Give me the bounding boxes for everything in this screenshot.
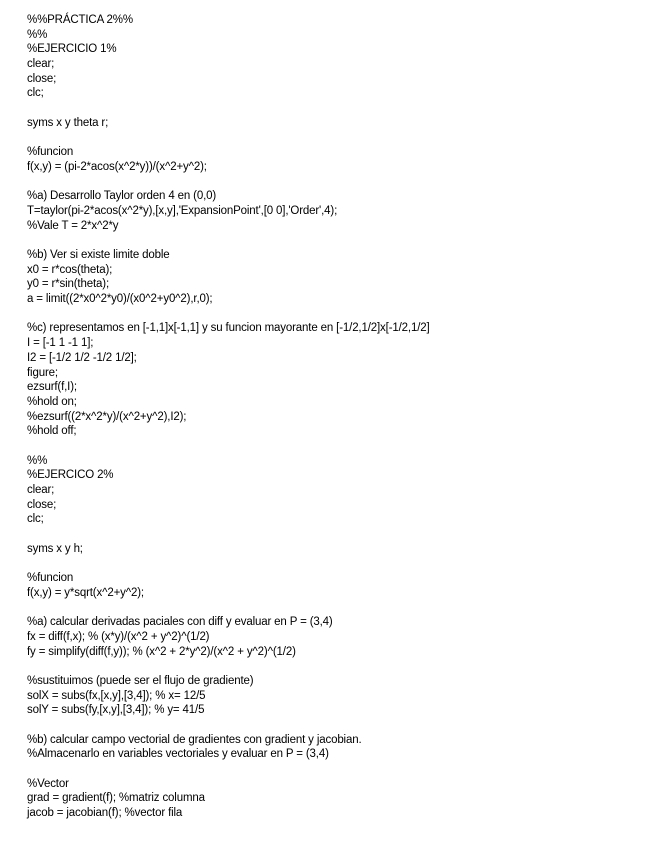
code-line: %hold off; (27, 425, 77, 438)
code-line: jacob = jacobian(f); %vector fila (27, 807, 183, 820)
code-line: close; (27, 72, 57, 85)
code-line: T=taylor(pi-2*acos(x^2*y),[x,y],'ExpansionPoint',[0 0],'Order',4); (27, 204, 338, 217)
code-line: %a) calcular derivadas paciales con diff y evaluar en P = (3,4) (27, 616, 333, 629)
blank-line (27, 233, 647, 248)
code-line: %ezsurf((2*x^2*y)/(x^2+y^2),I2); (27, 410, 187, 423)
code-line: %% (27, 28, 48, 41)
code-line: f(x,y) = y*sqrt(x^2+y^2); (27, 586, 144, 599)
code-line: %funcion (27, 146, 74, 159)
code-line: %hold on; (27, 395, 77, 408)
code-line: grad = gradient(f); %matriz columna (27, 792, 205, 805)
code-line: %%PRÁCTICA 2%% (27, 14, 133, 26)
code-line: %EJERCICIO 1% (27, 43, 117, 56)
code-line: %% (27, 454, 48, 467)
blank-line (27, 439, 647, 454)
code-line: clc; (27, 87, 44, 100)
blank-line (27, 527, 647, 542)
code-line: I = [-1 1 -1 1]; (27, 337, 94, 350)
code-line: y0 = r*sin(theta); (27, 278, 109, 291)
code-line: f(x,y) = (pi-2*acos(x^2*y))/(x^2+y^2); (27, 160, 207, 173)
blank-line (27, 101, 647, 116)
code-line: %sustituimos (puede ser el flujo de gradiente) (27, 674, 254, 687)
code-line: %Almacenarlo en variables vectoriales y evaluar en P = (3,4) (27, 748, 329, 761)
code-line: %c) representamos en [-1,1]x[-1,1] y su funcion mayorante en [-1/2,1/2]x[-1/2,1/2] (27, 322, 430, 335)
blank-line (27, 556, 647, 571)
code-line: figure; (27, 366, 58, 379)
code-line: %Vale T = 2*x^2*y (27, 219, 119, 232)
code-line: %a) Desarrollo Taylor orden 4 en (0,0) (27, 190, 217, 203)
blank-line (27, 175, 647, 190)
code-line: x0 = r*cos(theta); (27, 263, 113, 276)
code-line: fx = diff(f,x); % (x*y)/(x^2 + y^2)^(1/2) (27, 630, 210, 643)
blank-line (27, 131, 647, 146)
blank-line (27, 307, 647, 322)
code-line: %b) calcular campo vectorial de gradientes con gradient y jacobian. (27, 733, 362, 746)
code-line: ezsurf(f,I); (27, 381, 77, 394)
code-line: solX = subs(fx,[x,y],[3,4]); % x= 12/5 (27, 689, 206, 702)
blank-line (27, 601, 647, 616)
code-line: clear; (27, 484, 55, 496)
code-line: clc; (27, 513, 44, 526)
code-line: fy = simplify(diff(f,y)); % (x^2 + 2*y^2)/(x^2 + y^2)^(1/2) (27, 645, 296, 658)
code-line: syms x y h; (27, 542, 83, 555)
code-line: I2 = [-1/2 1/2 -1/2 1/2]; (27, 351, 137, 364)
code-document (27, 13, 647, 821)
code-line: %funcion (27, 572, 74, 585)
code-line: %Vector (27, 777, 69, 790)
code-line: a = limit((2*x0^2*y0)/(x0^2+y0^2),r,0); (27, 293, 213, 306)
code-line: close; (27, 498, 57, 511)
code-line: %EJERCICO 2% (27, 469, 114, 482)
code-line: clear; (27, 58, 55, 71)
blank-line (27, 762, 647, 777)
blank-line (27, 659, 647, 674)
code-line: syms x y theta r; (27, 116, 109, 129)
code-line: solY = subs(fy,[x,y],[3,4]); % y= 41/5 (27, 704, 205, 717)
blank-line (27, 718, 647, 733)
code-line: %b) Ver si existe limite doble (27, 249, 170, 261)
